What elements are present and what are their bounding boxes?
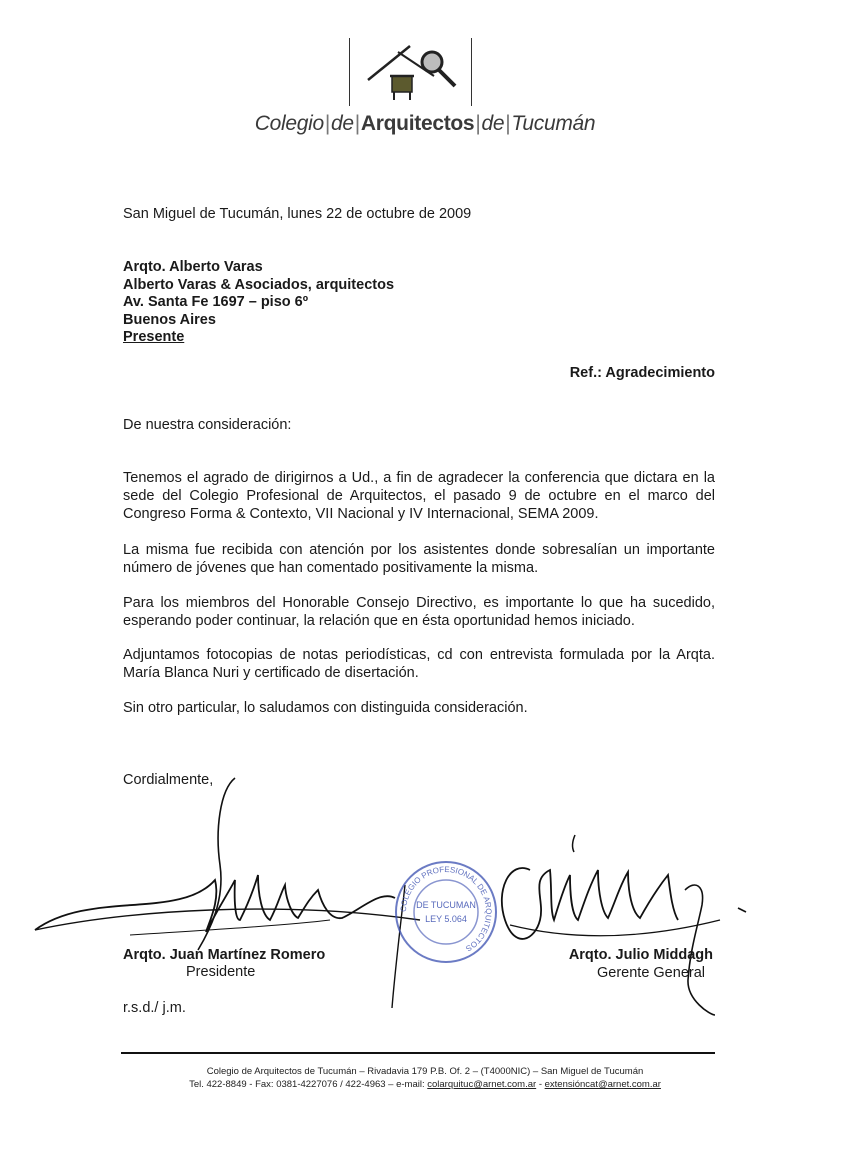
date-line: San Miguel de Tucumán, lunes 22 de octubre de 2009 xyxy=(123,206,472,222)
footer-phone-fax: Tel. 422-8849 - Fax: 0381-4227076 / 422-4963 – e-mail: xyxy=(189,1079,425,1090)
signatory-right-name: Arqto. Julio Middagh xyxy=(568,947,713,963)
stamp-center-line2: LEY 5.064 xyxy=(425,914,467,924)
body-paragraph-2: La misma fue recibida con atención por los asistentes donde sobresalían un importante número de jóvenes que han comentado positivamente la misma. xyxy=(123,542,715,576)
org-name-part: Arquitectos xyxy=(360,112,475,135)
org-name-part: Colegio xyxy=(254,112,324,135)
recipient-address: Av. Santa Fe 1697 – piso 6º xyxy=(123,294,309,310)
recipient-city: Buenos Aires xyxy=(123,312,216,328)
organization-name: Colegio|de|Arquitectos|de|Tucumán xyxy=(254,112,596,135)
signatory-left-title: Presidente xyxy=(186,964,256,980)
footer-email-link[interactable]: colarquituc@arnet.com.ar xyxy=(427,1079,537,1090)
footer-email-link-extension[interactable]: extensióncat@arnet.com.ar xyxy=(544,1079,661,1090)
footer-contact xyxy=(100,1078,750,1091)
recipient-name: Arqto. Alberto Varas xyxy=(123,259,263,275)
body-paragraph-4: Adjuntamos fotocopias de notas periodísticas, cd con entrevista formulada por la Arqta. María Blanca Nuri y certificado de disertación. xyxy=(123,647,715,681)
closing: Cordialmente, xyxy=(123,772,214,788)
salutation: De nuestra consideración: xyxy=(123,417,292,433)
reference-line: Ref.: Agradecimiento xyxy=(569,365,715,381)
signatory-right-title: Gerente General xyxy=(596,965,705,981)
stamp-center-line1: DE TUCUMAN xyxy=(416,900,476,910)
body-paragraph-3: Para los miembros del Honorable Consejo Directivo, es importante lo que ha sucedido, esperando poder continuar, la relación que en ésta oportunidad hemos iniciado. xyxy=(123,595,715,629)
reference-initials: r.s.d./ j.m. xyxy=(123,1000,186,1016)
org-name-part: Tucumán xyxy=(511,112,596,135)
logo-divider-right xyxy=(471,38,472,106)
footer-address: Colegio de Arquitectos de Tucumán – Rivadavia 179 P.B. Of. 2 – (T4000NIC) – San Miguel de Tucumán xyxy=(206,1066,644,1077)
body-paragraph-1: Tenemos el agrado de dirigirnos a Ud., a fin de agradecer la conferencia que dictara en la sede del Colegio Profesional de Arquitectos, el pasado 9 de octubre en el marco del Congreso Forma & Contexto, VII Nacional y IV Internacional, SEMA 2009. xyxy=(123,470,715,522)
recipient-presente: Presente xyxy=(123,329,185,345)
org-name-part: de xyxy=(481,112,505,135)
footer-divider xyxy=(121,1052,715,1054)
logo-emblem-icon xyxy=(360,40,465,108)
signatory-left-name: Arqto. Juan Martínez Romero xyxy=(123,947,326,963)
org-name-part: de xyxy=(331,112,354,135)
official-stamp-icon xyxy=(392,858,500,966)
recipient-firm: Alberto Varas & Asociados, arquitectos xyxy=(123,277,395,293)
footer-separator: - xyxy=(538,1079,542,1090)
signature-right-icon xyxy=(490,830,760,1020)
stamp-ring-text: COLEGIO PROFESIONAL DE ARQUITECTOS xyxy=(398,864,494,954)
body-paragraph-5: Sin otro particular, lo saludamos con distinguida consideración. xyxy=(123,700,528,716)
logo-divider-left xyxy=(349,38,350,106)
